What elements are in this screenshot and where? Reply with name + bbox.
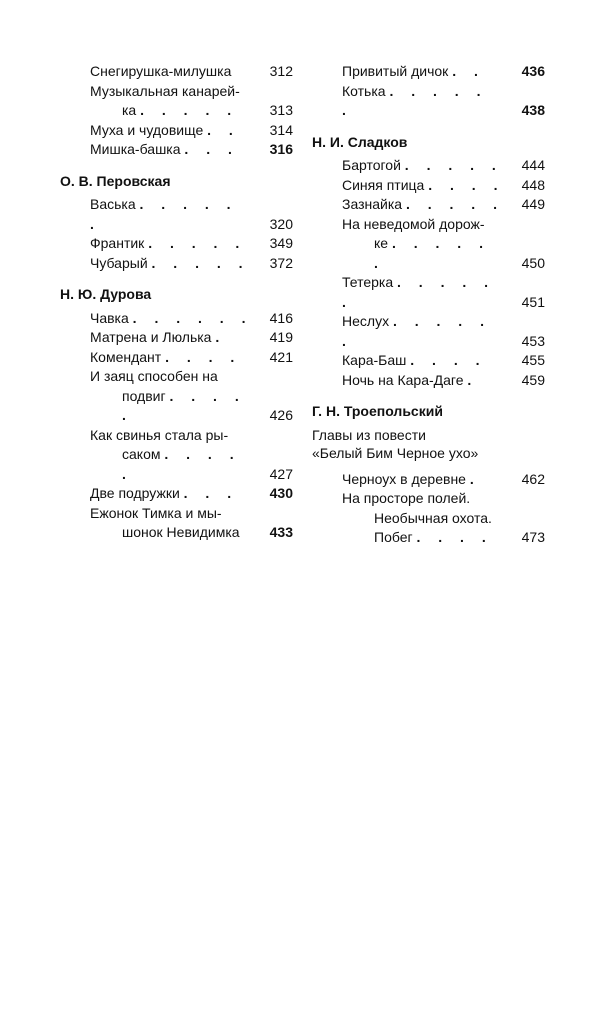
leader-dots: . . . (183, 485, 239, 501)
toc-entry[interactable] (342, 470, 545, 490)
leader-dots: . . . . (165, 348, 242, 365)
toc-entry[interactable] (90, 254, 293, 274)
page-number: 450 (521, 254, 545, 271)
page-number: 448 (521, 176, 545, 193)
entry-title: Привитый дичок (342, 63, 449, 79)
toc-entry[interactable] (90, 504, 293, 543)
entry-title: Зазнайка (342, 196, 403, 212)
toc-entry[interactable] (90, 121, 293, 141)
toc-entry[interactable] (90, 195, 293, 234)
entry-title: На неведомой дорож- (342, 215, 485, 232)
toc-entry[interactable] (90, 328, 293, 348)
entry-title: Неслух (342, 313, 390, 329)
entry-title: Ночь на Кара-Даге (342, 371, 464, 388)
toc-group (60, 62, 293, 160)
leader-dots: . . (452, 63, 485, 79)
toc-entry[interactable] (90, 348, 293, 368)
leader-dots: . . . . . . (342, 313, 491, 349)
page-number: 459 (521, 371, 545, 388)
page-number: 416 (269, 309, 293, 326)
entry-title-continued: подвиг (122, 387, 166, 404)
toc-entry[interactable] (90, 140, 293, 160)
leader-dots: . . . . . . (90, 196, 238, 232)
toc-entry[interactable] (342, 176, 545, 196)
entry-title: Матрена и Люлька (90, 329, 212, 345)
leader-dots: . . . . . (405, 196, 504, 212)
leader-dots: . . . . . (148, 235, 247, 251)
entry-title-continued: шонок Невидимка (122, 524, 240, 540)
entry-title: Бартогой (342, 157, 401, 173)
leader-dots: . . . . (410, 352, 487, 368)
entry-title-continued: Необычная охота. (374, 509, 492, 526)
leader-dots: . . . . . (404, 157, 503, 173)
entry-title: Синяя птица (342, 176, 425, 193)
toc-right-column (312, 62, 545, 548)
toc-entry[interactable] (342, 215, 545, 274)
toc-group (312, 156, 545, 390)
leader-dots: . . . . . . (374, 235, 490, 271)
page-number: 426 (269, 407, 293, 423)
entry-title-continued: Побег (374, 529, 413, 545)
author-heading: Н. Ю. Дурова (60, 286, 152, 302)
entry-title: Васька (90, 196, 136, 212)
author-heading: О. В. Перовская (60, 172, 171, 189)
leader-dots: . . . (184, 141, 239, 157)
page-number: 427 (269, 465, 293, 482)
entry-title: Черноух в деревне (342, 470, 466, 487)
leader-dots: . . . . . . (342, 82, 488, 118)
book-intro (312, 426, 545, 462)
page-number: 455 (521, 352, 545, 368)
toc-entry[interactable] (342, 273, 545, 312)
entry-title-continued: ке (374, 235, 389, 251)
intro-line: «Белый Бим Черное ухо» (312, 444, 479, 461)
page-number: 430 (269, 485, 293, 501)
entry-title: Тетерка (342, 274, 394, 290)
entry-title: Мишка-башка (90, 141, 181, 157)
toc-entry[interactable] (90, 309, 293, 329)
toc-entry[interactable] (90, 484, 293, 504)
leader-dots: . . . . . (122, 387, 246, 423)
toc-group (312, 62, 545, 121)
leader-dots: . . . . . (122, 446, 241, 482)
page-number: 436 (521, 63, 545, 79)
page-number: 314 (269, 121, 293, 138)
page-number: 349 (269, 235, 293, 251)
toc-entry[interactable] (342, 195, 545, 215)
leader-dots: . . . . (416, 529, 493, 545)
toc-group (60, 309, 293, 543)
entry-title: Чавка (90, 309, 129, 326)
entry-title: Снегирушка-милушка (90, 63, 232, 79)
leader-dots: . (467, 371, 479, 388)
page-number: 444 (521, 157, 545, 173)
toc-group (312, 470, 545, 548)
entry-title: Котька (342, 82, 386, 99)
page-number: 438 (521, 102, 545, 118)
entry-title: Чубарый (90, 254, 148, 271)
leader-dots: . . . . . . (342, 274, 496, 310)
toc-entry[interactable] (90, 62, 293, 82)
toc-group (60, 195, 293, 273)
entry-title: Кара-Баш (342, 352, 407, 368)
leader-dots: . (215, 329, 227, 345)
entry-title: Две подружки (90, 485, 180, 501)
entry-title: Муха и чудовище (90, 121, 204, 138)
leader-dots: . . . . . (151, 254, 250, 271)
page-number: 462 (521, 470, 545, 487)
toc-entry[interactable] (342, 62, 545, 82)
page-number: 320 (269, 215, 293, 232)
intro-line: Главы из повести (312, 426, 426, 443)
toc-entry[interactable] (90, 234, 293, 254)
page-number: 473 (521, 529, 545, 545)
page-number: 421 (269, 348, 293, 365)
entry-title: Музыкальная канарей- (90, 82, 240, 99)
page-number: 313 (269, 102, 293, 118)
page-number: 312 (269, 63, 293, 79)
toc-entry[interactable] (342, 312, 545, 351)
leader-dots: . . . . . . (132, 309, 253, 326)
page-number: 372 (269, 254, 293, 271)
toc-left-column (60, 62, 293, 543)
toc-entry[interactable] (342, 351, 545, 371)
page-number: 453 (521, 332, 545, 349)
page-number: 419 (269, 329, 293, 345)
toc-entry[interactable] (342, 371, 545, 391)
leader-dots: . . (207, 121, 240, 138)
author-heading: Н. И. Сладков (312, 133, 408, 150)
toc-entry[interactable] (90, 367, 293, 426)
entry-title-continued: саком (122, 446, 161, 462)
page-number: 449 (521, 196, 545, 212)
entry-title: Ежонок Тимка и мы- (90, 504, 222, 521)
entry-title: И заяц способен на (90, 368, 218, 384)
page-number: 451 (521, 293, 545, 310)
entry-title: Франтик (90, 235, 145, 251)
page-number: 433 (269, 524, 293, 540)
toc-entry[interactable] (342, 156, 545, 176)
author-heading: Г. Н. Троепольский (312, 403, 443, 419)
toc-entry[interactable] (90, 426, 293, 485)
entry-title-continued: ка (122, 102, 137, 118)
entry-title: Как свинья стала ры- (90, 426, 229, 443)
leader-dots: . . . . (428, 176, 505, 193)
entry-title: На просторе полей. (342, 490, 471, 506)
toc-entry[interactable] (90, 82, 293, 121)
toc-entry[interactable] (342, 489, 545, 548)
page-number: 316 (269, 141, 293, 157)
toc-entry[interactable] (342, 82, 545, 121)
leader-dots: . . . . . (140, 102, 239, 118)
leader-dots: . (469, 470, 481, 487)
entry-title: Комендант (90, 348, 162, 365)
